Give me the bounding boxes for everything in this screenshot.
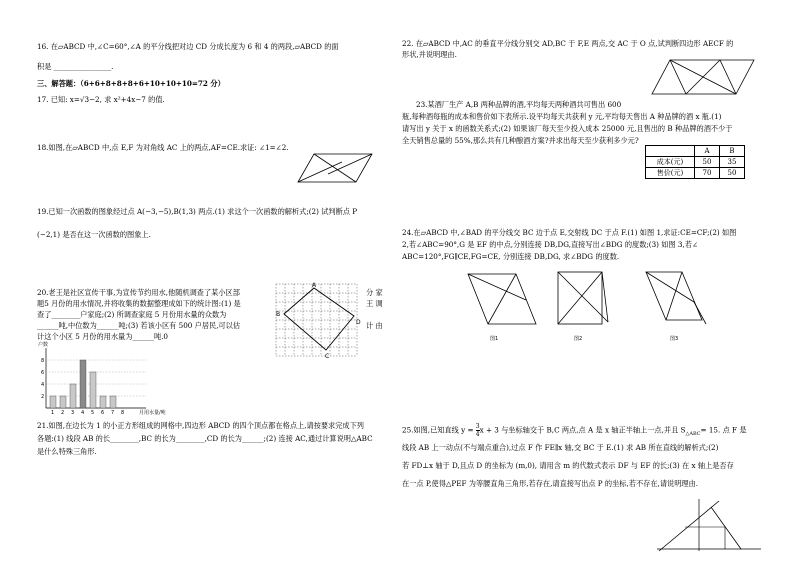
label-c: C — [325, 353, 330, 360]
label-a: A — [312, 282, 317, 289]
hist-bar — [110, 396, 116, 408]
hist-xtick-label: 4 — [81, 410, 85, 416]
hist-xtick-label: 3 — [71, 410, 75, 416]
q23-line1: 23.某酒厂生产 A,B 两种品牌的酒,平均每天两种酒共可售出 600 — [416, 100, 622, 109]
price-table-row: 成本(元) 50 35 — [646, 157, 745, 168]
parallelogram-figure-q22 — [650, 56, 760, 100]
q22-line1: 22. 在▱ABCD 中,AC 的垂直平分线分别交 AD,BC 于 F,E 两点,交 AC 于 O 点,试判断四边形 AECF 的 — [402, 39, 734, 48]
price-header-blank — [646, 146, 695, 157]
hist-xlabel: 月用水量/吨 — [139, 410, 166, 416]
hist-ytick-label: 4 — [41, 382, 45, 388]
label-b: B — [276, 311, 281, 318]
q23-line2: 瓶,每种酒每瓶的成本和售价如下表所示.设平均每天共获利 y 元,平均每天售出 A 种品牌的酒 x 瓶.(1) — [402, 112, 722, 121]
q23-line3: 请写出 y 关于 x 的函数关系式;(2) 如果该厂每天至少投入成本 25000 元,且售出的 B 种品牌的酒不少于 — [402, 124, 733, 133]
q25-line3: 若 FD⊥x 轴于 D,且点 D 的坐标为 (m,0), 请用含 m 的代数式表示 DF 与 EF 的长;(3) 在 x 轴上是否存 — [402, 461, 734, 470]
hist-bar — [80, 360, 86, 408]
q19-line2: (−2,1) 是否在这一次函数的图象上. — [37, 230, 151, 239]
hist-xtick-label: 6 — [101, 410, 105, 416]
q20-side2: 王 调 — [366, 299, 383, 308]
hist-xtick-label: 1 — [51, 410, 55, 416]
hist-bar — [50, 396, 56, 408]
q24-figure-1 — [460, 262, 540, 342]
quadrilateral-abcd — [284, 288, 354, 350]
hist-ytick-label: 8 — [41, 358, 45, 364]
hist-ytick-label: 6 — [41, 370, 45, 376]
q16-line2: 积是 ________________. — [37, 62, 114, 71]
q20-side1: 分 家 — [366, 288, 383, 297]
price-table — [645, 145, 745, 179]
parallelogram-figure-q18 — [296, 148, 376, 188]
q24-line3: ABC=120°,FG∥CE,FG=CE, 分别连接 DB,DG, 求∠BDG 的度数. — [402, 252, 620, 261]
q24-figure-2 — [552, 262, 622, 342]
fig2-label: 图2 — [574, 336, 583, 342]
hist-bar — [70, 384, 76, 408]
hist-bar — [60, 396, 66, 408]
q20-line1: 20.老王是社区宣传干事,为宣传节约用水,他随机调查了某小区部 — [37, 288, 240, 297]
price-header-a: A — [695, 146, 720, 157]
price-header-b: B — [720, 146, 745, 157]
q24-line1: 24.在▱ABCD 中,∠BAD 的平分线交 BC 边于点 E,交射线 DC 于点 F.(1) 如图 1,求证:CE=CF;(2) 如图 — [402, 228, 737, 237]
q20-line4: ______吨,中位数为______吨;(3) 若该小区有 500 户居民,可以估 — [37, 321, 241, 330]
q25-coordinate-figure — [655, 497, 765, 553]
q25-line1: 25.如图,已知直线 y = $\frac{3}{4}$ x + 3 与坐标轴交于 B,C 两点,点 A 是 x 轴正半轴上一点,并且 $S_{\triangle ABC}= 15$. 点 F 是 — [402, 423, 747, 438]
hist-ylabel: 户数 — [38, 342, 49, 348]
hist-xtick-label: 8 — [121, 410, 125, 416]
hist-xtick-label: 7 — [111, 410, 115, 416]
hist-bar — [100, 396, 106, 408]
hist-ytick-label: 2 — [41, 394, 45, 400]
q25-line4: 在一点 P,使得△PEF 为等腰直角三角形,若存在,请直接写出点 P 的坐标,若不存在,请说明理由. — [402, 479, 699, 488]
q22-line2: 形状,并说明理由. — [402, 50, 457, 59]
q20-line3: 查了________户家庭;(2) 所调查家庭 5 月份用水量的众数为 — [37, 310, 227, 319]
q25-fraction: $\frac{3}{4}$ — [475, 423, 480, 438]
q21-line2: 各题:(1) 线段 AB 的长________,BC 的长为________,CD 的长为______;(2) 连接 AC,通过计算说明△ABC — [37, 434, 373, 443]
q21-line3: 是什么特殊三角形. — [37, 447, 97, 456]
water-usage-histogram — [36, 338, 186, 418]
q18: 18.如图,在▱ABCD 中,点 E,F 为对角线 AC 上的两点,AF=CE.求证: ∠1=∠2. — [37, 143, 289, 152]
q20-line5: 计这个小区 5 月份的用水量为______吨.0 — [37, 332, 169, 341]
price-table-header — [646, 146, 745, 157]
grid-quadrilateral-figure — [276, 284, 366, 380]
fig1-label: 图1 — [490, 336, 499, 342]
q16-line1: 16. 在▱ABCD 中,∠C=60°,∠A 的平分线把对边 CD 分成长度为 6 和 4 的两段,▱ABCD 的面 — [37, 42, 339, 51]
price-table-row: 售价(元) 70 50 — [646, 168, 745, 179]
hist-xtick-label: 5 — [91, 410, 95, 416]
q20-line2: 题5 月份的用水情况,并将收集的数据整理成如下的统计图:(1) 是 — [37, 299, 241, 308]
section3-heading: 三、解答题：（6+6+8+8+8+6+10+10+10=72 分） — [37, 79, 225, 88]
hist-xtick-label: 2 — [61, 410, 65, 416]
fig3-label: 图3 — [670, 336, 679, 342]
q24-line2: 2,若∠ABC=90°,G 是 EF 的中点,分别连接 DB,DG,直接写出∠BDG 的度数;(3) 如图 3,若∠ — [402, 240, 699, 249]
label-d: D — [356, 319, 361, 326]
q21-line1: 21.如图,在边长为 1 的小正方形组成的网格中,四边形 ABCD 的四个顶点都在格点上,请按要求完成下列 — [37, 421, 364, 430]
q20-side3: 计 由 — [366, 321, 383, 330]
q24-figure-3 — [632, 262, 712, 342]
q19-line1: 19.已知一次函数的图象经过点 A(−3,−5),B(1,3) 两点.(1) 求这个一次函数的解析式;(2) 试判断点 P — [37, 207, 358, 216]
q25-line2: 线段 AB 上一动点(不与端点重合),过点 F 作 FE∥x 轴,交 BC 于 E.(1) 求 AB 所在直线的解析式;(2) — [402, 443, 719, 452]
q17: 17. 已知: x=√3−2, 求 x²+4x−7 的值. — [37, 95, 165, 104]
hist-bar — [90, 372, 96, 408]
q23-line4: 全天销售总量的 55%,那么共有几种酿酒方案?并求出每天至少获利多少元? — [402, 136, 639, 145]
